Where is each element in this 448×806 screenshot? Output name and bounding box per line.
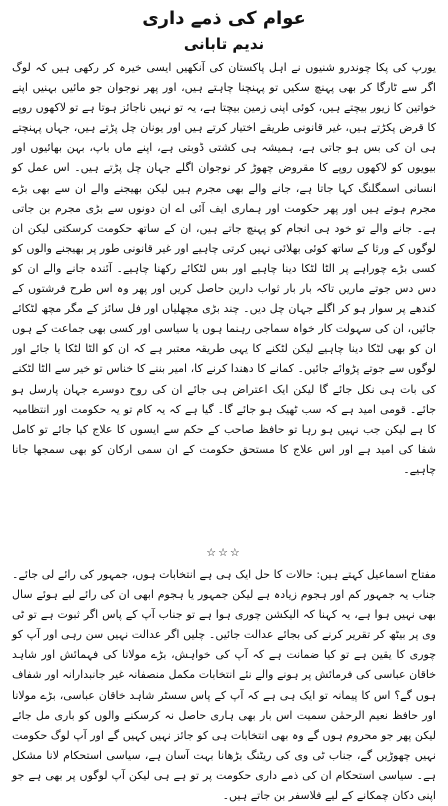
article-paragraph: مفتاح اسماعیل کہتے ہیں: حالات کا حل ایک ہی ہے انتخابات ہوں، جمہور کی رائے لی جائے۔ جناب یہ جمہور کم اور ہجوم زیادہ ہے لیکن جمہور یا ہجوم ابھی ان کی رائے لیے ہوئے سال بھی نہیں ہوا ہے، یہ کہنا کہ الیکشن چوری ہوا ہے تو جناب آپ کے پاس اگر ثبوت ہے تو ٹی وی پر بیٹھ کر تقریر کرنے کی بجائے عدالت جائیں۔ چلیں اگر عدالت نہیں سن رہی اور آپ کو چوری کا یقین ہے تو کیا ضمانت ہے کہ آپ کی خواہش، بڑے مولانا کی فہمائش اور شاہد خاقان عباسی کی فرمائش پر ہونے والے نئے انتخابات مکمل منصفانہ غیر جانبدارانہ اور شفاف ہوں گے؟ اس کا پیمانہ تو ایک ہی ہے کہ آپ کے پاس سسٹر شاہد خاقان عباسی، بڑے مولانا اور حافظ نعیم الرحمٰن سمیت اس بار بھی ہاری حاصل نہ کرسکنے والوں کو باری مل جائے لیکن پھر جو محروم ہوں گے وہ بھی انتخابات ہی کو جائز نہیں کہیں گے اور آپ لوگ حکومت نہیں چھوڑیں گے، جناب ٹی وی کی ریٹنگ بڑھانا بہت آسان ہے، سیاسی استحکام لانا مشکل ہے۔ سیاسی استحکام ان کی ذمے داری حکومت پر تو ہے ہی لیکن آپ لوگوں پر بھی ہے جو اپنی دکان چمکانے کے لیے فلاسفر بن جاتے ہیں۔ bbox=[12, 568, 436, 803]
section-divider: ☆☆☆ bbox=[206, 546, 242, 559]
article-paragraph: یورپ کی پکا چوندرو شنیوں نے اہل پاکستان کی آنکھیں ایسی خیرہ کر رکھی ہیں کہ لوگ اگر سے ٹارگا کر بھی پہنچ سکیں تو پہنچنا چاہتے ہیں، اور پھر نوجوان جو مائیں بہنیں اپنے خواتین کا زیور بیچتے ہیں، کوئی اپنی زمین بیچتا ہے، یہ تو نہیں ناجائز ہوتا ہے تو لاکھوں روپے کا قرض پکڑتے ہیں، غیر قانونی طریقے اختیار کرتے ہیں اور یونان چل پڑتے ہیں، جہاں پہنچتے ہی ان کی بس ہو جاتی ہے، ہمیشہ ہی کشتی ڈوبتی ہے، اپنے ماں باپ، بہن بھائیوں اور بیویوں کو لاکھوں روپے کا مقروض چھوڑ کر نوجوان اگلے جہان چل پڑتے ہیں۔ اس عمل کو انسانی اسمگلنگ کہا جاتا ہے، جانے والے بھی مجرم ہیں لیکن بھیجنے والے ان سے بھی بڑے مجرم ہوتے ہیں اور پھر حکومت اور ہماری ایف آئی اے ان دونوں سے بڑی مجرم بن جاتی ہے۔ جانے والے تو خود ہی انجام کو پہنچ جاتے ہیں، ان کے ساتھ حکومت کرسکتی لیکن ان لوگوں کے ورثا کے ساتھ کوئی بھلائی نہیں کرتی چاہیے اور غیر قانونی طور پر بھیجنے والوں کو کسی بڑے چوراہے پر الٹا لٹکا دینا چاہیے اور بس لٹکائے رکھنا چاہیے۔ آئندہ جانے والے ان کو دس دس جوتے ماریں تاکہ بار بار ثواب دارین حاصل کریں اور پھر وہ اس طرح فرشتوں کے کندھے پر سوار ہو کر اگلے جہان چل دیں۔ چند بڑی مچھلیاں اور فل سائز کے مگر مچھ لٹکائے جائیں، ان کی سہولت کار خواہ سماجی رہنما ہوں یا سیاسی اور کسی بھی جماعت کے ہوں ان کو بھی لٹکا دینا چاہیے لیکن لٹکنے کا یہی طریقہ معتبر ہے کہ ان کو الٹا لٹکا یا جائے اور لوگوں سے جوتے پڑوائے جائیں۔ کمانے کا دھندا کرنے کا، امیر بننے کا خناس تو خیر سے الٹا لٹکنے کی بات ہی نکل جائے گا لیکن ایک اعتراض ہی جائے ان کی روح دوسرے جہان پارسل ہو جائے۔ قومی امید ہے کہ سب ٹھیک ہو جائے گا۔ گیا ہے کہ یہ کام تو یہ حکومت اور انتظامیہ کا ہے لیکن جب نہیں ہو رہا تو حافظ صاحب کے حکم سے ایسوں کا علاج کیا جائے تو کامل شفا کی امید ہے اور اس علاج کا مستحق حکومت کے ان سمی ارکان کو بھی سمجھا جانا چاہیے۔ bbox=[12, 61, 436, 476]
author-name: ندیم تابانی bbox=[183, 35, 265, 53]
column-title: عوام کی ذمے داری bbox=[142, 8, 306, 29]
